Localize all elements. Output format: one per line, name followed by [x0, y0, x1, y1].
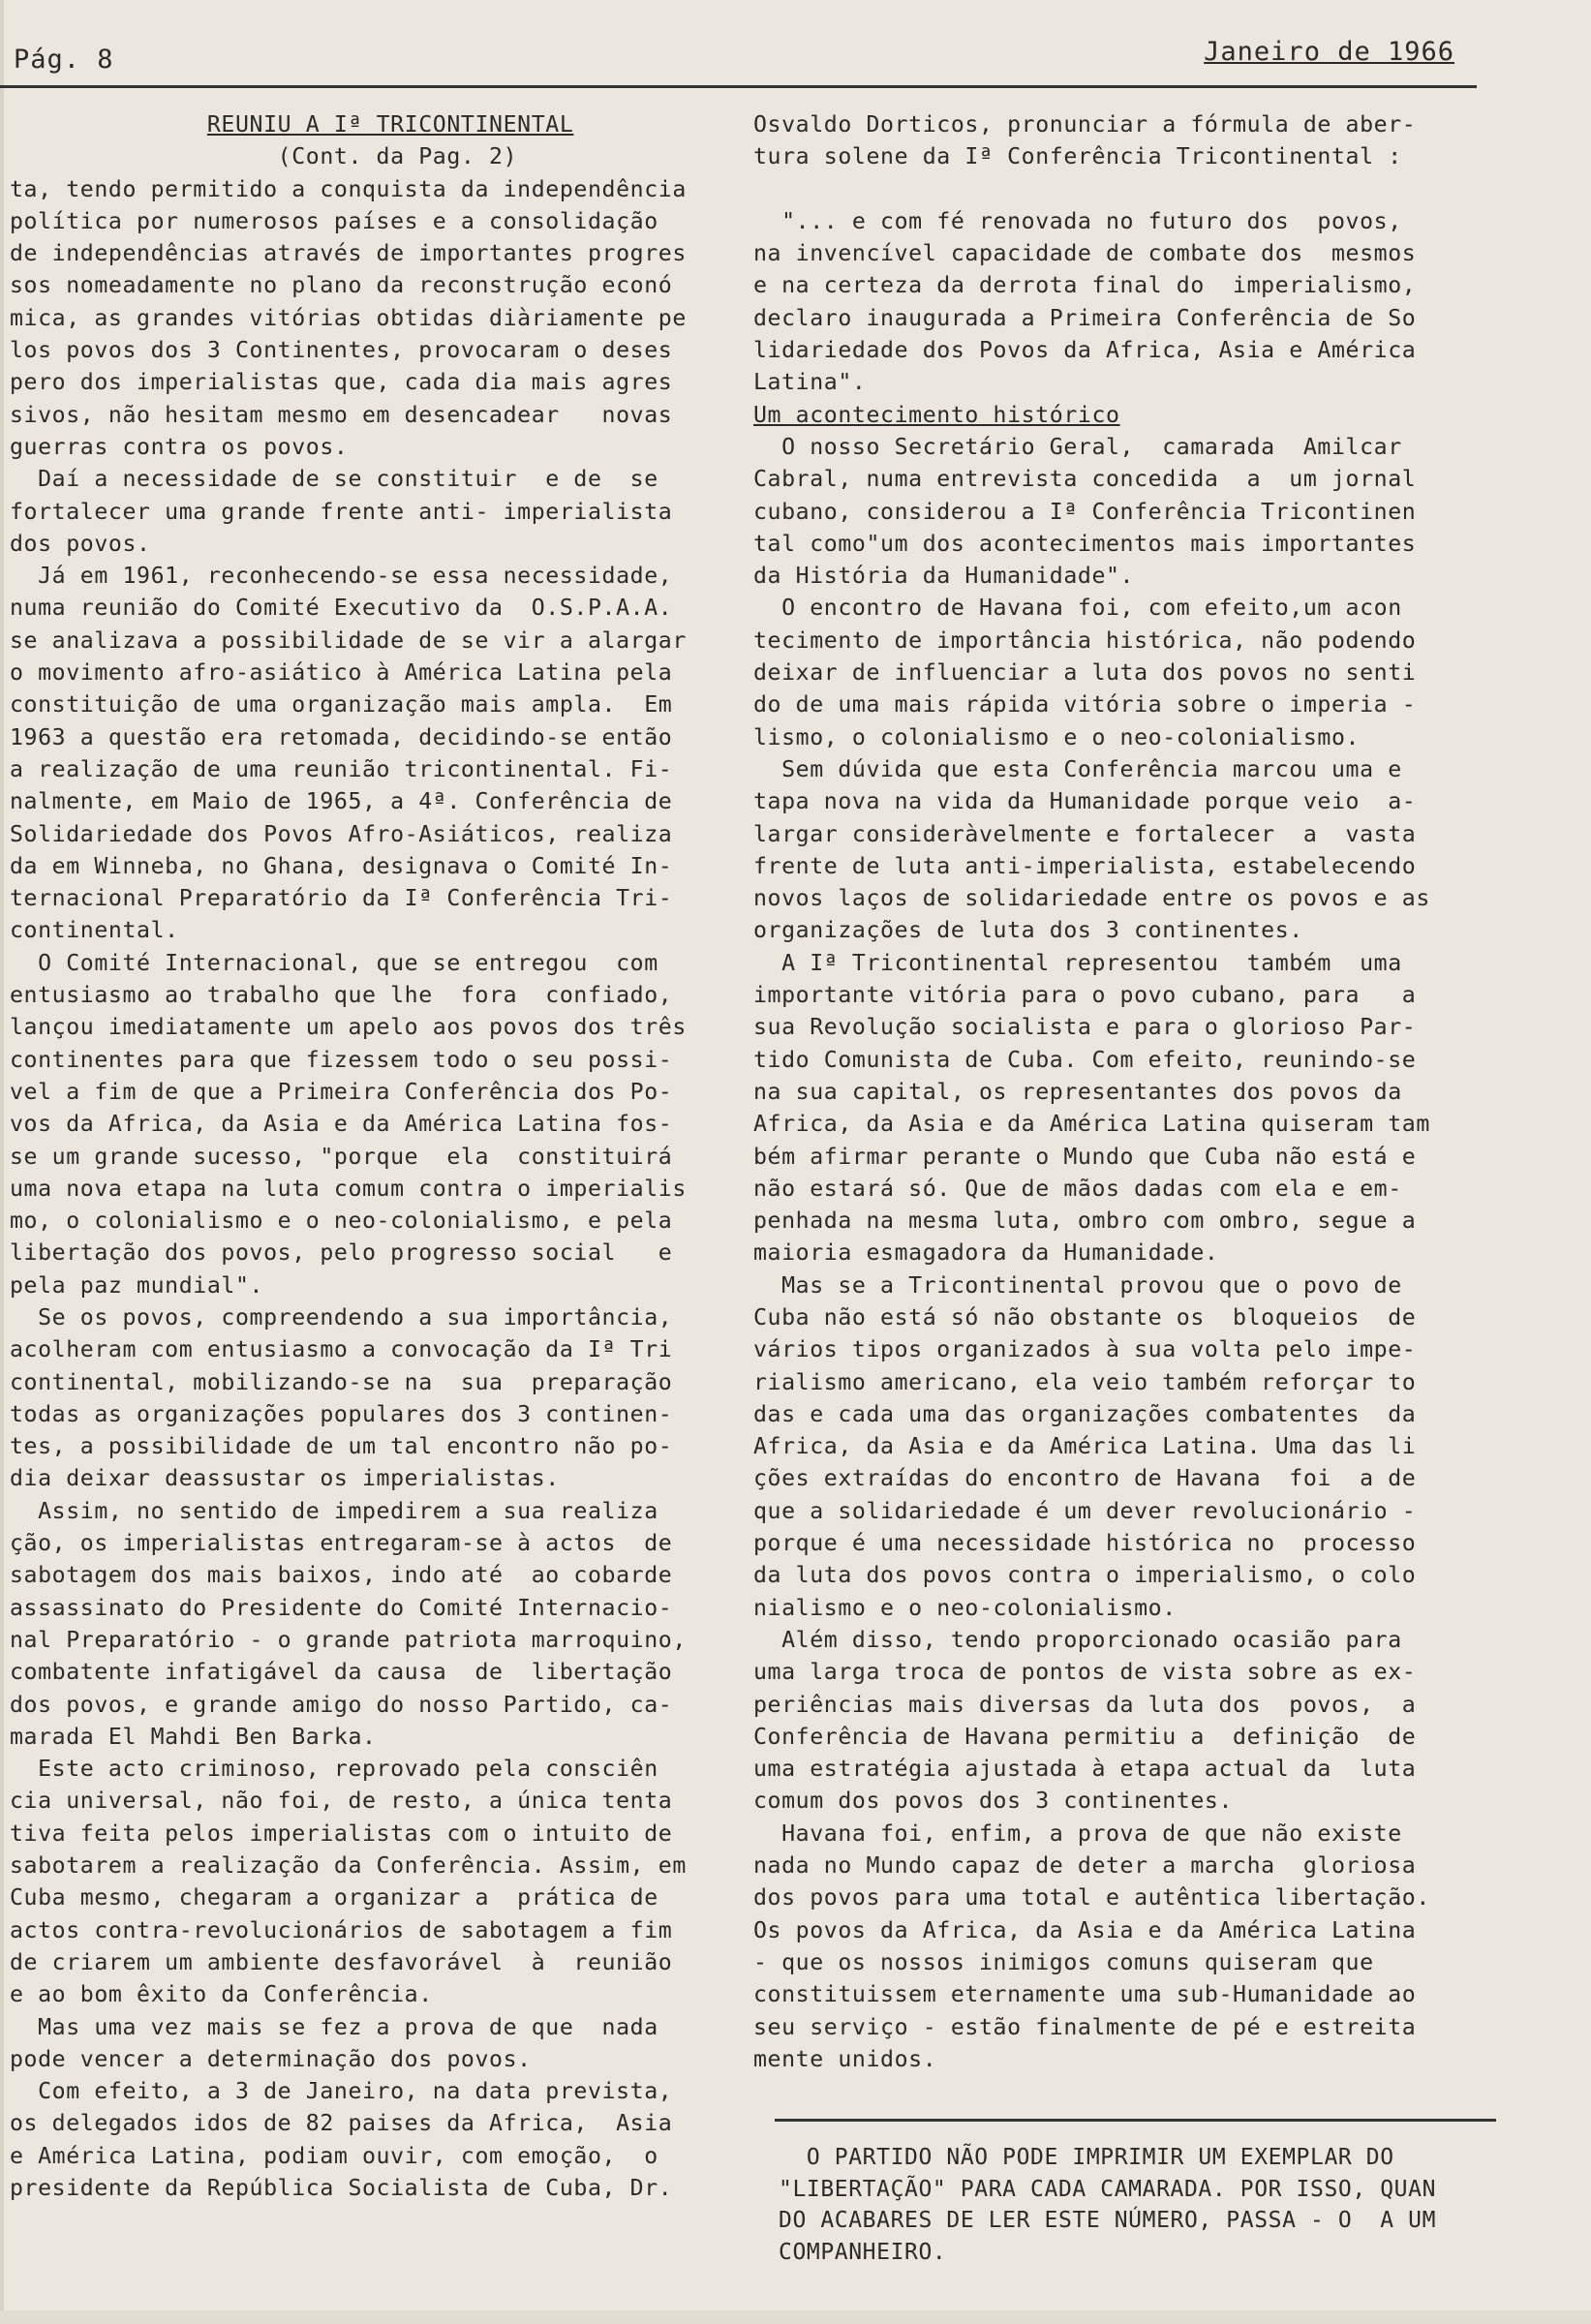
right-column-line: Cuba não está só não obstante os bloqueios de — [753, 1303, 1417, 1330]
right-column-line: cubano, considerou a Iª Conferência Tricontinen — [753, 498, 1417, 525]
right-column-line: sua Revolução socialista e para o glorioso Par- — [753, 1014, 1417, 1041]
right-column-line: Conferência de Havana permitiu a definição de — [753, 1723, 1417, 1750]
right-column-line: largar consideràvelmente e fortalecer a vasta — [753, 820, 1417, 847]
right-column-line: novos laços de solidariedade entre os povos e as — [753, 885, 1430, 912]
left-column-line: pero dos imperialistas que, cada dia mais agres — [10, 369, 673, 396]
left-column-line: Mas uma vez mais se fez a prova de que nada — [10, 2013, 658, 2040]
right-column-line: O encontro de Havana foi, com efeito,um acon — [753, 595, 1402, 622]
right-column-line: Osvaldo Dorticos, pronunciar a fórmula de aber- — [753, 111, 1417, 138]
right-column-line: não estará só. Que de mãos dadas com ela e em- — [753, 1175, 1402, 1202]
left-column-line: Solidariedade dos Povos Afro-Asiáticos, realiza — [10, 820, 673, 847]
right-column-line: lidariedade dos Povos da Africa, Asia e América — [753, 337, 1417, 364]
left-column-line: vos da Africa, da Asia e da América Latina fos- — [10, 1111, 673, 1138]
right-column-line: Africa, da Asia e da América Latina quiseram tam — [753, 1111, 1430, 1138]
left-column-line: constituição de uma organização mais ampla. Em — [10, 691, 673, 719]
left-column-line: dia deixar deassustar os imperialistas. — [10, 1465, 560, 1492]
left-column-line — [10, 108, 746, 140]
left-column-line: cia universal, não foi, de resto, a única tenta — [10, 1788, 673, 1815]
left-column-line: acolheram com entusiasmo a convocação da Iª Tri — [10, 1336, 673, 1363]
left-column-line: continental, mobilizando-se na sua preparação — [10, 1368, 673, 1395]
left-column-line: da em Winneba, no Ghana, designava o Comité In- — [10, 852, 673, 879]
left-column-line: Se os povos, compreendendo a sua importância, — [10, 1303, 673, 1330]
right-column — [753, 108, 1489, 2075]
right-column-line: A Iª Tricontinental representou também uma — [753, 949, 1402, 976]
left-column-line: se um grande sucesso, "porque ela constituirá — [10, 1143, 673, 1170]
left-column-line: nal Preparatório - o grande patriota marroquino, — [10, 1626, 687, 1653]
right-column-line: porque é uma necessidade histórica no processo — [753, 1530, 1417, 1557]
page-header — [0, 37, 1482, 85]
left-column — [10, 108, 746, 2204]
left-column-line: fortalecer uma grande frente anti- imperialista — [10, 498, 673, 525]
right-column-line: lismo, o colonialismo e o neo-colonialismo. — [753, 723, 1361, 750]
left-column-line: ta, tendo permitido a conquista da independência — [10, 175, 687, 202]
right-column-line: constituissem eternamente uma sub-Humanidade ao — [753, 1981, 1417, 2008]
right-column-line: tapa nova na vida da Humanidade porque veio a- — [753, 788, 1417, 815]
left-column-line: os delegados idos de 82 paises da Africa, Asia — [10, 2110, 673, 2137]
left-column-line: lançou imediatamente um apelo aos povos dos três — [10, 1014, 687, 1041]
left-column-line: entusiasmo ao trabalho que lhe fora confiado, — [10, 982, 673, 1009]
left-column-line: sivos, não hesitam mesmo em desencadear novas — [10, 401, 673, 428]
right-column-line: Havana foi, enfim, a prova de que não existe — [753, 1819, 1402, 1847]
right-column-line: organizações de luta dos 3 continentes. — [753, 917, 1303, 944]
issue-date: Janeiro de 1966 — [1204, 37, 1454, 67]
right-column-line: que a solidariedade é um dever revolucionário - — [753, 1497, 1417, 1524]
right-column-line: vários tipos organizados à sua volta pelo impe- — [753, 1336, 1417, 1363]
page-number: Pág. 8 — [14, 45, 114, 75]
left-column-line: (Cont. da Pag. 2) — [10, 143, 518, 170]
left-column-line: los povos dos 3 Continentes, provocaram o deses — [10, 337, 673, 364]
right-column-line: Sem dúvida que esta Conferência marcou uma e — [753, 755, 1402, 782]
right-column-line: bém afirmar perante o Mundo que Cuba não está e — [753, 1143, 1417, 1170]
left-column-line: pela paz mundial". — [10, 1271, 264, 1299]
left-column-line: guerras contra os povos. — [10, 433, 349, 460]
left-column-line: Cuba mesmo, chegaram a organizar a prática de — [10, 1884, 658, 1911]
right-column-line: na sua capital, os representantes dos povos da — [753, 1078, 1402, 1105]
right-column-line: da luta dos povos contra o imperialismo, o colo — [753, 1562, 1417, 1589]
left-column-line: nalmente, em Maio de 1965, a 4ª. Conferência de — [10, 788, 673, 815]
right-column-line: dos povos para uma total e autêntica libertação. — [753, 1884, 1430, 1911]
left-column-line: Já em 1961, reconhecendo-se essa necessidade, — [10, 563, 673, 590]
left-column-line: dos povos. — [10, 530, 151, 557]
right-column-line: comum dos povos dos 3 continentes. — [753, 1788, 1234, 1815]
notice-line: DO ACABARES DE LER ESTE NÚMERO, PASSA - O A UM — [779, 2208, 1437, 2233]
notice-line: "LIBERTAÇÃO" PARA CADA CAMARADA. POR ISSO, QUAN — [779, 2176, 1437, 2202]
right-column-line: seu serviço - estão finalmente de pé e estreita — [753, 2013, 1417, 2040]
left-column-line: vel a fim de que a Primeira Conferência dos Po- — [10, 1078, 673, 1105]
right-column-line: Africa, da Asia e da América Latina. Uma das li — [753, 1433, 1417, 1460]
left-column-line: continental. — [10, 917, 179, 944]
left-column-line: marada El Mahdi Ben Barka. — [10, 1723, 377, 1750]
left-column-line: política por numerosos países e a consolidação — [10, 207, 658, 234]
right-column-line: uma estratégia ajustada à etapa actual da luta — [753, 1756, 1417, 1783]
right-column-line: das e cada uma das organizações combatentes da — [753, 1400, 1417, 1427]
paper-bottom-edge — [0, 2310, 1591, 2324]
left-column-line: uma nova etapa na luta comum contra o imperialis — [10, 1175, 687, 1202]
left-column-line: Com efeito, a 3 de Janeiro, na data prevista, — [10, 2078, 673, 2105]
right-column-line: frente de luta anti-imperialista, estabelecendo — [753, 852, 1417, 879]
left-column-line: Assim, no sentido de impedirem a sua realiza — [10, 1497, 658, 1524]
left-column-line: sos nomeadamente no plano da reconstrução econó — [10, 272, 673, 299]
right-column-line: "... e com fé renovada no futuro dos povos, — [753, 207, 1402, 234]
right-column-line: importante vitória para o povo cubano, para a — [753, 982, 1417, 1009]
right-column-line: maioria esmagadora da Humanidade. — [753, 1239, 1219, 1267]
left-column-line: o movimento afro-asiático à América Latina pela — [10, 659, 673, 687]
left-column-line: todas as organizações populares dos 3 continen- — [10, 1400, 673, 1427]
left-column-line: presidente da República Socialista de Cuba, Dr. — [10, 2175, 673, 2201]
left-column-line: sabotarem a realização da Conferência. Assim, em — [10, 1852, 687, 1880]
article-title: REUNIU A Iª TRICONTINENTAL — [206, 111, 574, 138]
right-column-line: da História da Humanidade". — [753, 563, 1135, 590]
right-column-line: uma larga troca de pontos de vista sobre as ex- — [753, 1659, 1417, 1686]
paper-left-edge — [0, 0, 4, 2324]
right-column-line: tura solene da Iª Conferência Tricontinental : — [753, 143, 1402, 170]
left-column-line: tes, a possibilidade de um tal encontro não po- — [10, 1433, 673, 1460]
left-column-line: Daí a necessidade de se constituir e de se — [10, 466, 658, 493]
right-column-line: mente unidos. — [753, 2045, 937, 2072]
left-column-line: se analizava a possibilidade de se vir a alargar — [10, 627, 687, 654]
left-column-line: pode vencer a determinação dos povos. — [10, 2045, 532, 2072]
left-column-line: assassinato do Presidente do Comité Internacio- — [10, 1594, 673, 1621]
left-column-line: a realização de uma reunião tricontinental. Fi- — [10, 755, 673, 782]
right-column-line — [753, 173, 1489, 205]
left-column-line: actos contra-revolucionários de sabotagem a fim — [10, 1916, 673, 1943]
left-column-line: ternacional Preparatório da Iª Conferência Tri- — [10, 885, 673, 912]
right-column-line: - que os nossos inimigos comuns quiseram que — [753, 1948, 1374, 1975]
left-column-line: sabotagem dos mais baixos, indo até ao cobarde — [10, 1562, 673, 1589]
right-column-line: tecimento de importância histórica, não podendo — [753, 627, 1417, 654]
notice-rule — [775, 2119, 1496, 2122]
left-column-line: 1963 a questão era retomada, decidindo-se então — [10, 723, 673, 750]
right-column-line: ções extraídas do encontro de Havana foi a de — [753, 1465, 1417, 1492]
right-column-line: nada no Mundo capaz de deter a marcha gloriosa — [753, 1852, 1417, 1880]
right-column-line: O nosso Secretário Geral, camarada Amilcar — [753, 433, 1402, 460]
distribution-notice — [779, 2142, 1436, 2268]
left-column-line: e América Latina, podiam ouvir, com emoção, o — [10, 2142, 658, 2169]
left-column-line: mo, o colonialismo e o neo-colonialismo, e pela — [10, 1208, 673, 1235]
right-column-line: Cabral, numa entrevista concedida a um jornal — [753, 466, 1417, 493]
left-column-line: ção, os imperialistas entregaram-se à actos de — [10, 1530, 673, 1557]
left-column-line: combatente infatigável da causa de libertação — [10, 1659, 673, 1686]
notice-line: O PARTIDO NÃO PODE IMPRIMIR UM EXEMPLAR DO — [779, 2145, 1394, 2170]
left-column-line: de criarem um ambiente desfavorável à reunião — [10, 1948, 673, 1975]
left-column-line: e ao bom êxito da Conferência. — [10, 1981, 433, 2008]
left-column-line: numa reunião do Comité Executivo da O.S.P.A.A. — [10, 595, 673, 622]
right-column-line: na invencível capacidade de combate dos mesmos — [753, 240, 1417, 267]
right-column-line: Mas se a Tricontinental provou que o povo de — [753, 1271, 1402, 1299]
right-column-line: Além disso, tendo proporcionado ocasião para — [753, 1626, 1402, 1653]
right-column-line: nialismo e o neo-colonialismo. — [753, 1594, 1177, 1621]
right-column-line: periências mais diversas da luta dos povos, a — [753, 1691, 1417, 1718]
left-column-line: de independências através de importantes progres — [10, 240, 687, 267]
right-column-line: penhada na mesma luta, ombro com ombro, segue a — [753, 1208, 1417, 1235]
left-column-line: continentes para que fizessem todo o seu possi- — [10, 1046, 673, 1073]
left-column-line: tiva feita pelos imperialistas com o intuito de — [10, 1819, 673, 1847]
right-column-line: tido Comunista de Cuba. Com efeito, reunindo-se — [753, 1046, 1417, 1073]
right-column-line: e na certeza da derrota final do imperialismo, — [753, 272, 1417, 299]
right-column-line: rialismo americano, ela veio também reforçar to — [753, 1368, 1417, 1395]
right-column-line: Um acontecimento histórico — [753, 401, 1120, 428]
header-rule — [0, 85, 1477, 88]
right-column-line: deixar de influenciar a luta dos povos no senti — [753, 659, 1417, 687]
right-column-line: do de uma mais rápida vitória sobre o imperia - — [753, 691, 1417, 719]
left-column-line: Este acto criminoso, reprovado pela consciên — [10, 1756, 658, 1783]
right-column-line: Latina". — [753, 369, 867, 396]
right-column-line: tal como"um dos acontecimentos mais importantes — [753, 530, 1417, 557]
left-column-line: O Comité Internacional, que se entregou com — [10, 949, 658, 976]
left-column-line: mica, as grandes vitórias obtidas diàriamente pe — [10, 304, 687, 331]
left-column-line: libertação dos povos, pelo progresso social e — [10, 1239, 673, 1267]
right-column-line: Os povos da Africa, da Asia e da América Latina — [753, 1916, 1417, 1943]
notice-line: COMPANHEIRO. — [779, 2239, 947, 2265]
left-column-line: dos povos, e grande amigo do nosso Partido, ca- — [10, 1691, 673, 1718]
right-column-line: declaro inaugurada a Primeira Conferência de So — [753, 304, 1417, 331]
